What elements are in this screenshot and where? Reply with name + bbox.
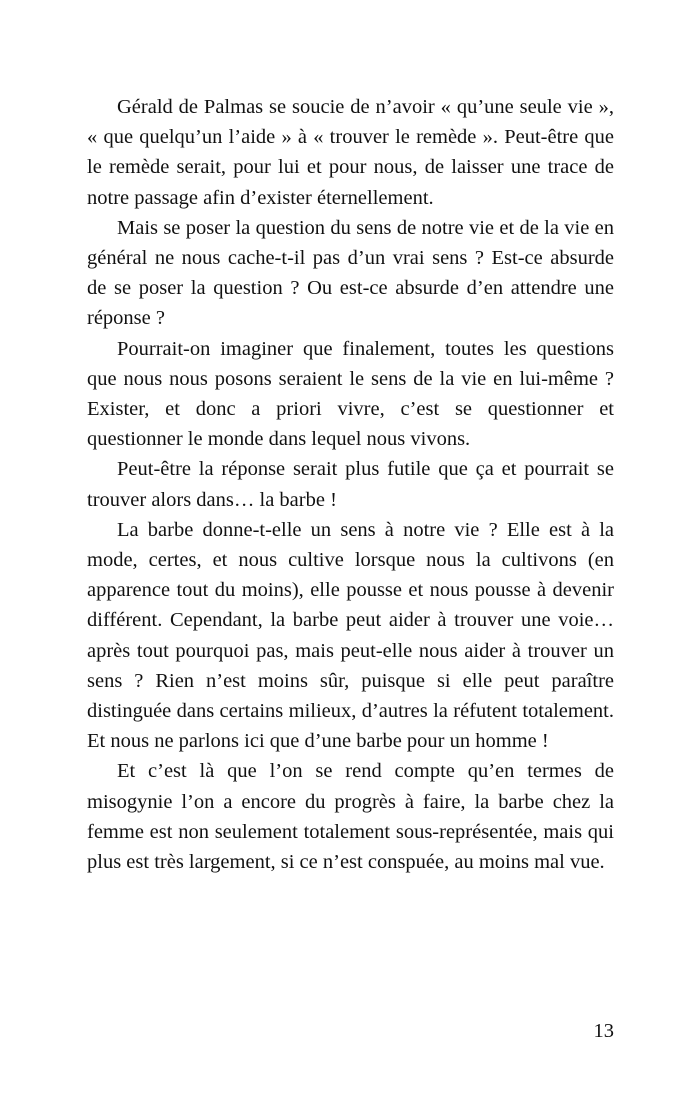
paragraph-1: Gérald de Palmas se soucie de n’avoir « qu’une seule vie », « que quelqu’un l’aide » à « trouver le remède ». Peut-être que le remède serait, pour lui et pour nous, de laisser une trace de notre passage afin d’exister éternellement.: [87, 96, 614, 209]
paragraph-3: Pourrait-on imaginer que finalement, toutes les questions que nous nous posons seraient le sens de la vie en lui-même ? Exister, et donc a priori vivre, c’est se questionner et questionner le monde dans lequel nous vivons.: [87, 337, 614, 451]
paragraph-6: Et c’est là que l’on se rend compte qu’en termes de misogynie l’on a encore du progrès à faire, la barbe chez la femme est non seulement totalement sous-représentée, mais qui plus est très largement, si ce n’est conspuée, au moins mal vue.: [87, 760, 614, 874]
paragraph-4: Peut-être la réponse serait plus futile que ça et pourrait se trouver alors dans… la barbe !: [87, 458, 614, 511]
paragraph-2: Mais se poser la question du sens de notre vie et de la vie en général ne nous cache-t-il pas d’un vrai sens ? Est-ce absurde de se poser la question ? Ou est-ce absurde d’en attendre une réponse ?: [87, 216, 614, 330]
page-number: 13: [593, 1020, 614, 1042]
body-text: [87, 92, 614, 877]
paragraph-5: La barbe donne-t-elle un sens à notre vie ? Elle est à la mode, certes, et nous cultive lorsque nous la cultivons (en apparence tout du moins), elle pousse et nous pousse à devenir différent. Cependant, la barbe peut aider à trouver une voie… après tout pourquoi pas, mais peut-elle nous aider à trouver un sens ? Rien n’est moins sûr, puisque si elle peut paraître distinguée dans certains milieux, d’autres la réfutent totalement. Et nous ne parlons ici que d’une barbe pour un homme !: [87, 518, 614, 753]
